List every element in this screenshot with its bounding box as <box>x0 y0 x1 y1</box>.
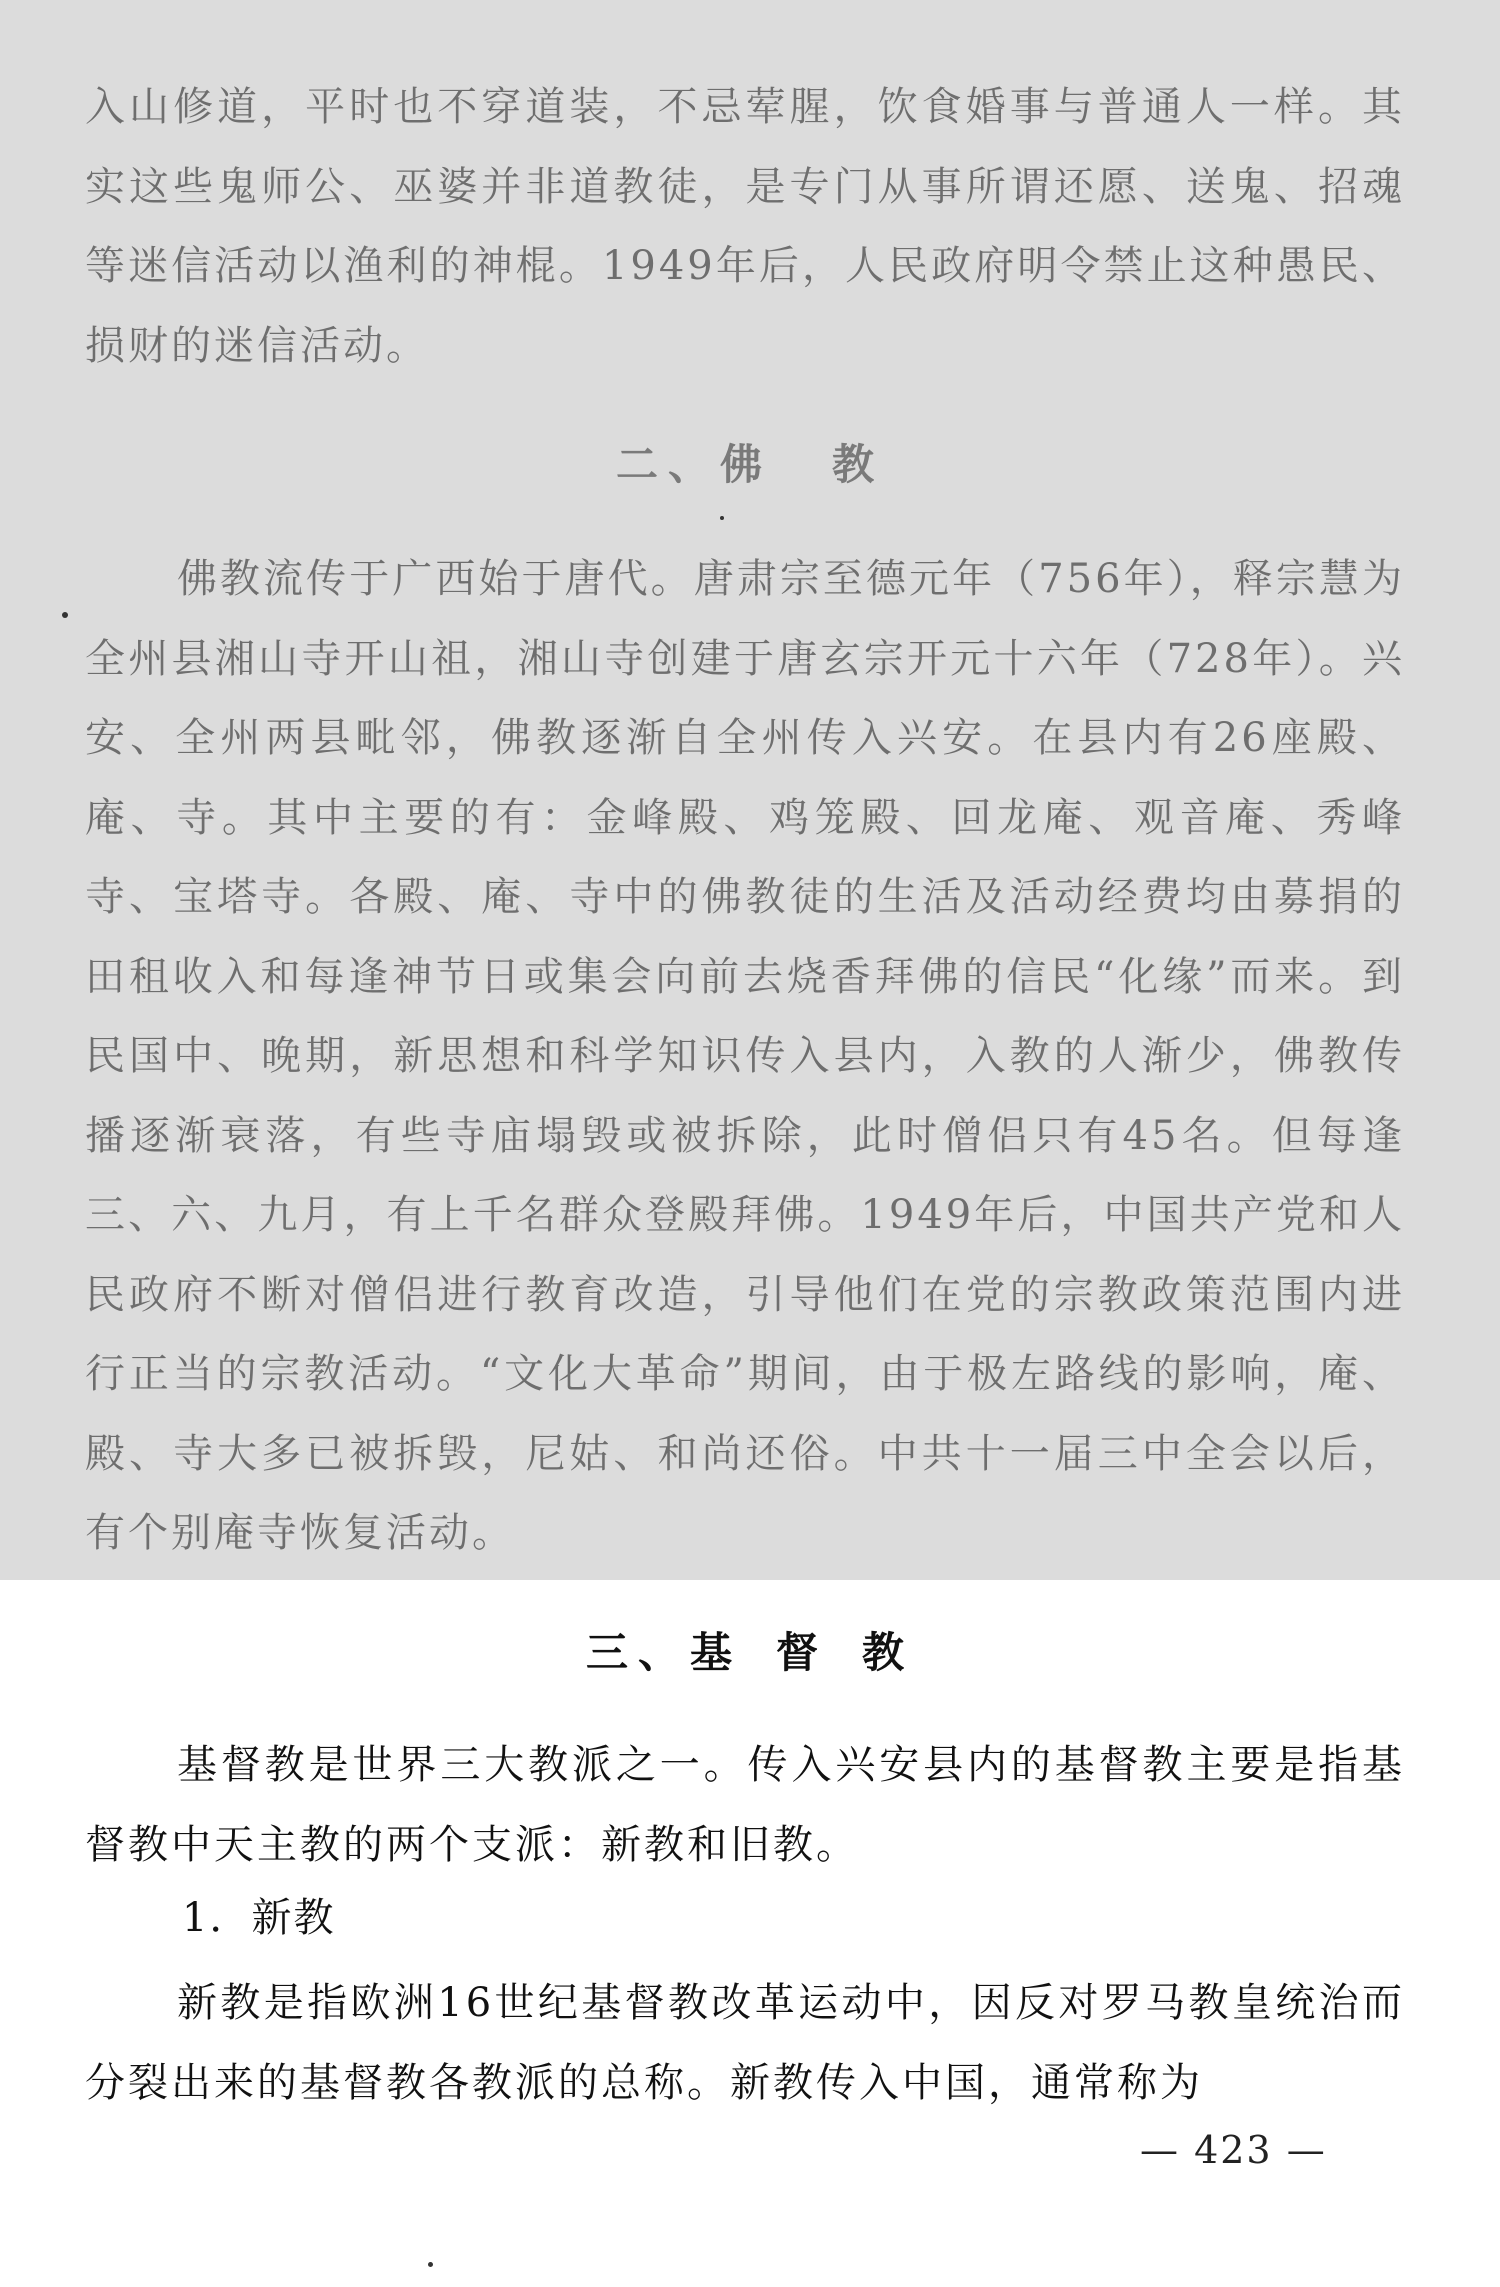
page-number: — 423 — <box>1140 2128 1327 2172</box>
paragraph-taoist-practitioners: 入山修道，平时也不穿道装，不忌荤腥，饮食婚事与普通人一样。其实这些鬼师公、巫婆并非道教徒，是专门从事所谓还愿、送鬼、招魂等迷信活动以渔利的神棍。1949年后，人民政府明令禁止这种愚民、损财的迷信活动。 <box>85 84 1405 369</box>
scan-speck <box>428 2262 433 2267</box>
heading-christianity-suffix: 教 <box>862 1628 915 1677</box>
heading-christianity-mid: 督 <box>775 1628 828 1677</box>
heading-buddhism-prefix: 二、佛 <box>615 440 772 489</box>
section-heading-buddhism <box>0 432 1500 492</box>
heading-christianity-prefix: 三、基 <box>585 1628 742 1677</box>
heading-buddhism-suffix: 教 <box>832 440 885 489</box>
scan-speck <box>720 516 724 520</box>
subheading-protestant: 1．新教 <box>182 1895 336 1941</box>
scan-speck <box>62 612 68 618</box>
section-heading-christianity <box>0 1620 1500 1680</box>
paragraph-protestant: 新教是指欧洲16世纪基督教改革运动中，因反对罗马教皇统治而分裂出来的基督教各教派的总称。新教传入中国，通常称为 <box>85 1980 1405 2106</box>
paragraph-buddhism-history: 佛教流传于广西始于唐代。唐肃宗至德元年（756年），释宗慧为全州县湘山寺开山祖，湘山寺创建于唐玄宗开元十六年（728年）。兴安、全州两县毗邻，佛教逐渐自全州传入兴安。在县内有26座殿、庵、寺。其中主要的有：金峰殿、鸡笼殿、回龙庵、观音庵、秀峰寺、宝塔寺。各殿、庵、寺中的佛教徒的生活及活动经费均由募捐的田租收入和每逢神节日或集会向前去烧香拜佛的信民“化缘”而来。到民国中、晚期，新思想和科学知识传入县内，入教的人渐少，佛教传播逐渐衰落，有些寺庙塌毁或被拆除，此时僧侣只有45名。但每逢三、六、九月，有上千名群众登殿拜佛。1949年后，中国共产党和人民政府不断对僧侣进行教育改造，引导他们在党的宗教政策范围内进行正当的宗教活动。“文化大革命”期间，由于极左路线的影响，庵、殿、寺大多已被拆毁，尼姑、和尚还俗。中共十一届三中全会以后，有个别庵寺恢复活动。 <box>85 556 1405 1556</box>
paragraph-christianity-intro: 基督教是世界三大教派之一。传入兴安县内的基督教主要是指基督教中天主教的两个支派：新教和旧教。 <box>85 1742 1405 1868</box>
